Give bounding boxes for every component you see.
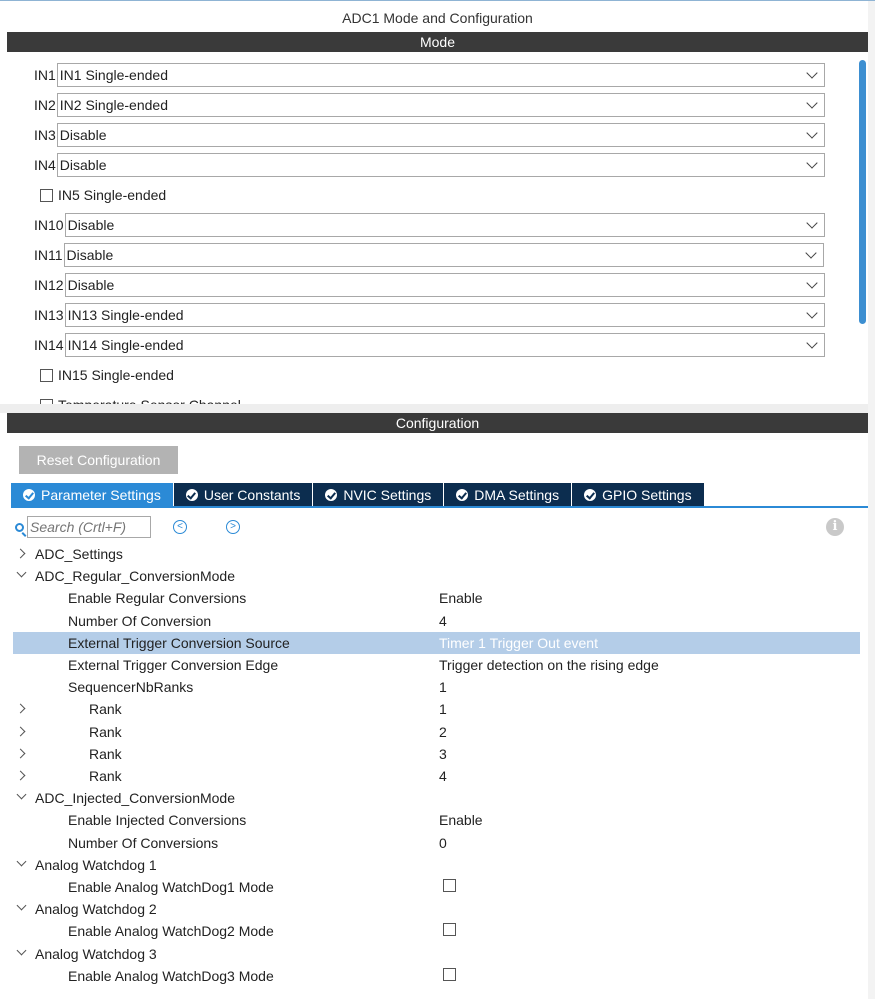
checkbox-label: IN15 Single-ended — [58, 367, 174, 383]
window-edge — [868, 0, 875, 999]
tree-param-row[interactable] — [13, 654, 860, 676]
tree-param-row[interactable] — [13, 676, 860, 698]
tab-label: DMA Settings — [474, 487, 560, 503]
chevron-down-icon[interactable] — [17, 790, 27, 800]
param-label: ADC_Settings — [35, 546, 123, 562]
param-label: Analog Watchdog 2 — [35, 901, 157, 918]
channel-label: IN11 — [34, 247, 63, 263]
param-label: Enable Analog WatchDog3 Mode — [68, 967, 274, 984]
search-next-icon[interactable]: > — [226, 520, 240, 534]
tree-group-row[interactable] — [13, 721, 860, 743]
tree-param-row[interactable] — [13, 832, 860, 854]
param-value[interactable]: 3 — [439, 745, 447, 762]
chevron-down-icon[interactable] — [17, 901, 27, 911]
tab-underline — [11, 506, 868, 508]
param-value[interactable]: Timer 1 Trigger Out event — [439, 634, 598, 651]
check-circle-icon — [325, 489, 337, 501]
mode-scrollbar[interactable] — [859, 60, 866, 324]
mode-checkbox-row[interactable] — [40, 185, 166, 205]
chevron-down-icon — [806, 97, 817, 108]
check-circle-icon — [456, 489, 468, 501]
mode-channel-row — [34, 303, 825, 327]
param-label: ADC_Regular_ConversionMode — [35, 568, 235, 585]
tab-label: Parameter Settings — [41, 487, 161, 503]
mode-channel-row — [34, 153, 825, 177]
tree-param-row[interactable] — [13, 809, 860, 831]
tree-group-row[interactable] — [13, 898, 860, 920]
param-label: ADC_Injected_ConversionMode — [35, 790, 235, 807]
chevron-right-icon[interactable] — [16, 549, 26, 559]
chevron-down-icon[interactable] — [17, 945, 27, 955]
param-label: Enable Analog WatchDog1 Mode — [68, 879, 274, 895]
param-checkbox[interactable] — [443, 923, 456, 936]
mode-channel-row — [34, 93, 825, 117]
channel-mode-select[interactable] — [65, 213, 825, 237]
chevron-down-icon[interactable] — [17, 856, 27, 866]
search-icon — [15, 523, 24, 532]
tab-user-constants[interactable] — [174, 483, 312, 507]
search-bar — [15, 516, 151, 538]
check-circle-icon — [23, 489, 35, 501]
selected-value: IN14 Single-ended — [67, 337, 184, 353]
param-label: Analog Watchdog 1 — [35, 856, 157, 873]
param-label: External Trigger Conversion Edge — [68, 657, 279, 673]
tab-label: User Constants — [203, 487, 301, 503]
channel-label: IN3 — [34, 127, 56, 143]
mode-channel-row — [34, 213, 825, 237]
chevron-right-icon[interactable] — [16, 771, 26, 781]
window-title: ADC1 Mode and Configuration — [0, 0, 875, 32]
channel-mode-select[interactable] — [57, 153, 825, 177]
channel-label: IN14 — [34, 337, 64, 353]
channel-label: IN2 — [34, 97, 56, 113]
search-previous-icon[interactable]: < — [173, 520, 187, 534]
param-label: Rank — [89, 701, 122, 718]
param-label: Analog Watchdog 3 — [35, 945, 157, 962]
selected-value: Disable — [59, 157, 107, 173]
tree-group-row[interactable] — [13, 943, 860, 965]
param-label: Enable Analog WatchDog2 Mode — [68, 923, 274, 940]
chevron-right-icon[interactable] — [16, 704, 26, 714]
selected-value: IN2 Single-ended — [59, 97, 168, 113]
param-label: Enable Injected Conversions — [68, 812, 247, 829]
tree-group-row[interactable] — [13, 565, 860, 587]
chevron-down-icon — [806, 307, 817, 318]
channel-mode-select[interactable] — [65, 303, 825, 327]
channel-mode-select[interactable] — [57, 63, 825, 87]
mode-channel-row — [34, 243, 824, 267]
chevron-down-icon — [806, 67, 817, 78]
mode-panel — [7, 52, 868, 404]
param-value[interactable]: 0 — [439, 834, 447, 851]
tree-group-row[interactable] — [13, 698, 860, 720]
param-checkbox[interactable] — [443, 879, 456, 892]
search-input[interactable] — [27, 516, 151, 538]
selected-value: Disable — [67, 217, 115, 233]
chevron-down-icon — [806, 337, 817, 348]
channel-mode-select[interactable] — [64, 243, 824, 267]
selected-value: Disable — [59, 127, 107, 143]
tab-nvic-settings[interactable] — [313, 483, 443, 507]
panel-splitter[interactable] — [0, 404, 868, 413]
selected-value: IN1 Single-ended — [59, 67, 168, 83]
param-value[interactable]: Enable — [439, 590, 483, 607]
param-checkbox[interactable] — [443, 968, 456, 981]
channel-label: IN4 — [34, 157, 56, 173]
param-label: Rank — [89, 723, 122, 740]
param-label: SequencerNbRanks — [68, 679, 194, 696]
tree-group-row[interactable] — [13, 743, 860, 765]
chevron-down-icon — [806, 157, 817, 168]
tree-param-row[interactable] — [13, 920, 860, 942]
chevron-down-icon — [805, 247, 816, 258]
param-value[interactable]: 2 — [439, 723, 447, 740]
tab-parameter-settings[interactable] — [11, 483, 173, 507]
param-label: Rank — [89, 745, 122, 762]
mode-channel-row — [34, 123, 825, 147]
param-value[interactable]: 4 — [439, 768, 447, 784]
param-label: Number Of Conversion — [68, 612, 212, 629]
tab-label: GPIO Settings — [602, 487, 692, 503]
channel-mode-select[interactable] — [65, 273, 825, 297]
param-label: Number Of Conversions — [68, 834, 219, 851]
check-circle-icon — [186, 489, 198, 501]
tree-group-row[interactable] — [13, 787, 860, 809]
tree-param-row[interactable] — [13, 965, 860, 987]
chevron-right-icon[interactable] — [16, 726, 26, 736]
channel-label: IN12 — [34, 277, 64, 293]
channel-label: IN10 — [34, 217, 64, 233]
tab-gpio-settings[interactable] — [572, 483, 703, 507]
selected-value: Disable — [67, 277, 115, 293]
reset-configuration-button[interactable]: Reset Configuration — [19, 446, 178, 474]
mode-channel-row — [34, 273, 825, 297]
settings-tabs — [11, 483, 705, 507]
param-label: External Trigger Conversion Source — [68, 634, 290, 651]
tab-label: NVIC Settings — [343, 487, 432, 503]
tree-group-row[interactable] — [13, 543, 860, 565]
checkbox[interactable] — [40, 189, 53, 202]
channel-mode-select[interactable] — [65, 333, 825, 357]
chevron-down-icon — [806, 127, 817, 138]
param-label: Enable Regular Conversions — [68, 590, 247, 607]
tree-group-row[interactable] — [13, 854, 860, 876]
tree-param-row[interactable] — [13, 587, 860, 609]
mode-channel-row — [34, 63, 825, 87]
selected-value: Disable — [66, 247, 114, 263]
chevron-down-icon — [806, 217, 817, 228]
tab-dma-settings[interactable] — [444, 483, 571, 507]
mode-checkbox-row[interactable] — [40, 365, 174, 385]
param-value[interactable]: 1 — [439, 679, 447, 696]
chevron-right-icon[interactable] — [16, 748, 26, 758]
channel-mode-select[interactable] — [57, 93, 825, 117]
chevron-down-icon[interactable] — [17, 568, 27, 578]
tree-param-row[interactable] — [13, 876, 860, 898]
configuration-header: Configuration — [7, 413, 868, 433]
channel-label: IN13 — [34, 307, 64, 323]
check-circle-icon — [584, 489, 596, 501]
channel-mode-select[interactable] — [57, 123, 825, 147]
info-icon[interactable]: i — [826, 518, 844, 536]
tree-param-row[interactable] — [13, 610, 860, 632]
param-value[interactable]: 4 — [439, 612, 447, 629]
param-value[interactable]: 1 — [439, 701, 447, 718]
param-value[interactable]: Enable — [439, 812, 483, 829]
tree-param-row[interactable] — [13, 632, 860, 654]
channel-label: IN1 — [34, 67, 56, 83]
param-label: Rank — [89, 768, 122, 784]
checkbox[interactable] — [40, 369, 53, 382]
checkbox-label: IN5 Single-ended — [58, 187, 167, 203]
selected-value: IN13 Single-ended — [67, 307, 184, 323]
mode-header: Mode — [7, 32, 868, 52]
chevron-down-icon — [806, 277, 817, 288]
mode-channel-row — [34, 333, 825, 357]
tree-group-row[interactable] — [13, 765, 860, 787]
param-value[interactable]: Trigger detection on the rising edge — [439, 657, 659, 673]
